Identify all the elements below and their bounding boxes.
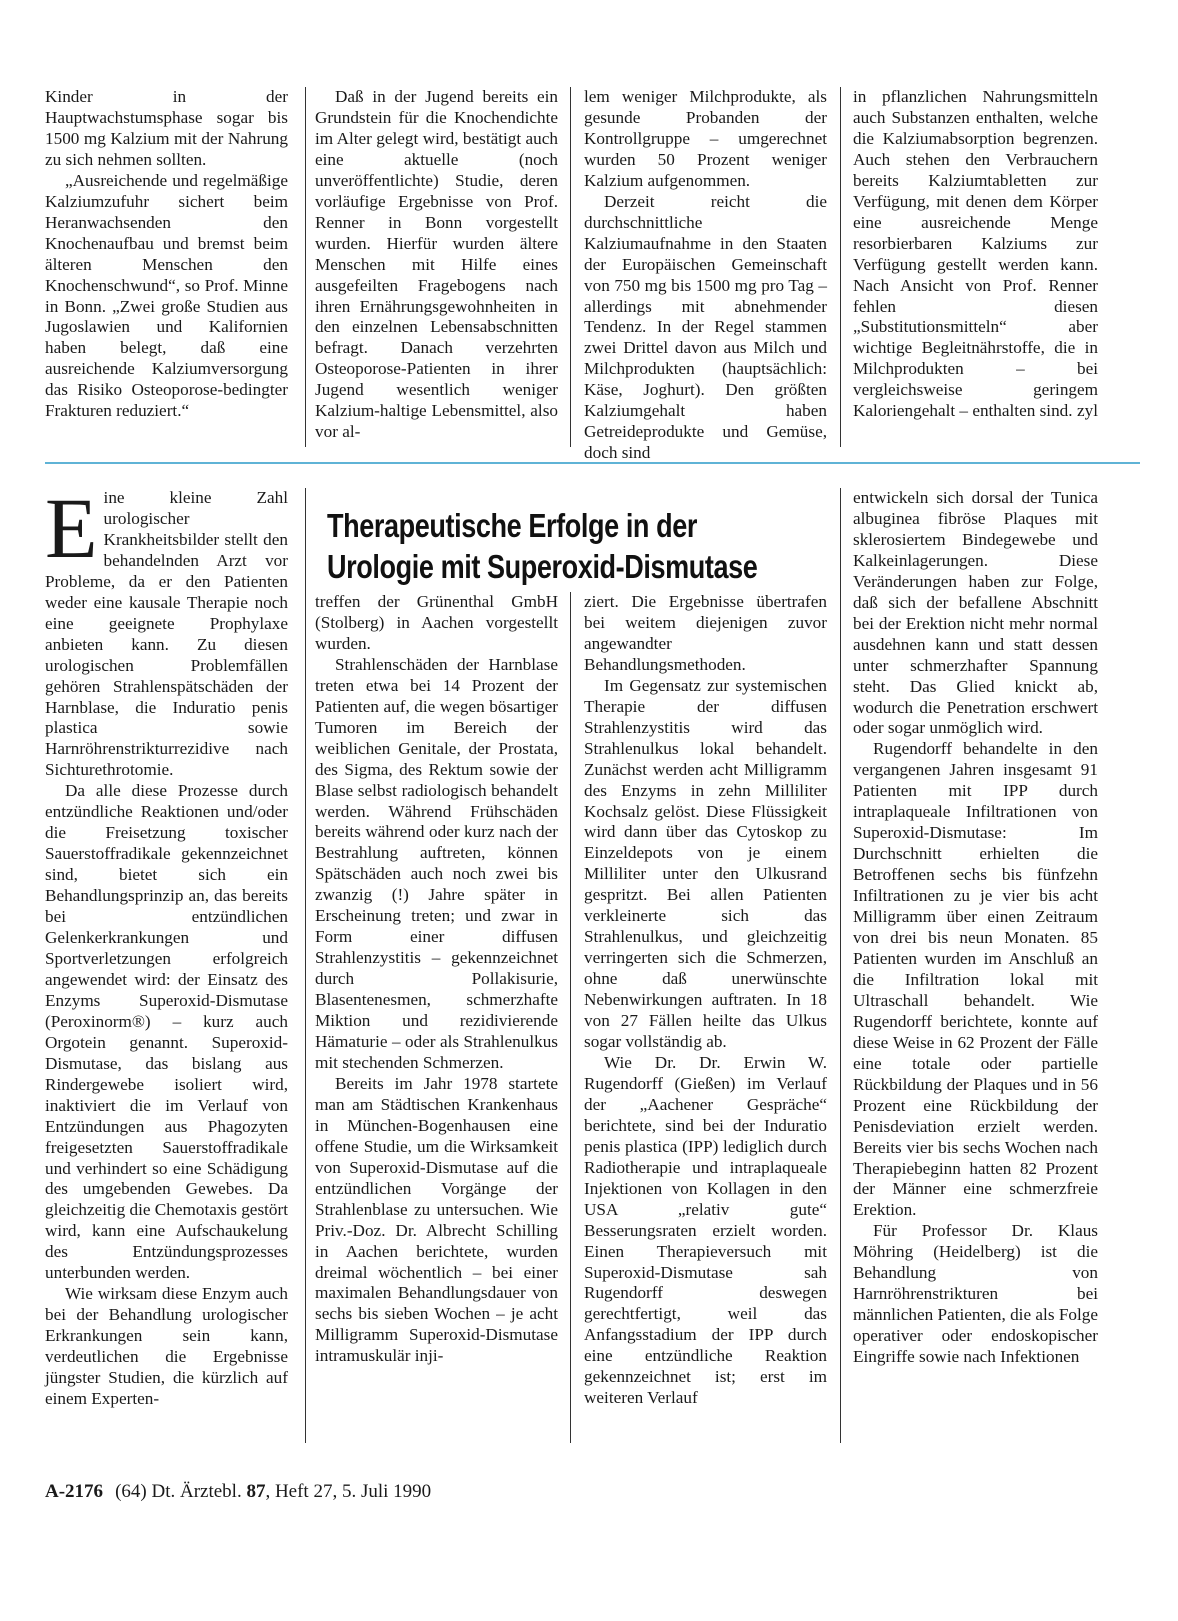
column-divider (840, 87, 841, 447)
article-col4-paragraph-3: Für Professor Dr. Klaus Möhring (Heidelberg) ist die Behandlung von Harnröhrenstrikturen bei männlichen Patienten, die als Folge operativer oder endoskopischer Eingriffe sowie nach Infektionen (853, 1221, 1098, 1367)
top-col4-text: in pflanzlichen Nahrungsmitteln auch Substanzen enthalten, welche die Kalziumabsorption begrenzen. Auch stehen den Verbrauchern bereits Kalziumtabletten zur Verfügung, mit denen dem Körper eine ausreichende Menge resorbierbaren Kalziums zur Verfügung gestellt werden kann. Nach Ansicht von Prof. Renner fehlen diesen „Substitutionsmitteln“ aber wichtige Begleitnährstoffe, die in Milchprodukten – bei vergleichsweise geringem Kaloriengehalt – enthalten sind. (853, 87, 1098, 421)
author-signature: zyl (1077, 401, 1098, 421)
article-col1-lead: ine kleine Zahl urologischer Krankheitsbilder stellt den behandelnden Arzt vor Probleme, da er den Patienten weder eine kausale Therapie noch eine geeignete Prophylaxe anbieten kann. Zu diesen urologischen Problemfällen gehören Strahlenspätschäden der Harnblase, die Induratio penis plastica sowie Harnröhrenstrikturrezidive nach Sichturethrotomie. (45, 488, 288, 780)
page-number: A-2176 (45, 1481, 104, 1502)
article-col1-paragraph-3: Wie wirksam diese Enzym auch bei der Behandlung urologischer Erkrankungen sein kann, verdeutlichen die Ergebnisse jüngster Studien, die kürzlich auf einem Experten- (45, 1284, 288, 1408)
journal-issue: , Heft 27, 5. Juli 1990 (265, 1481, 432, 1502)
top-col3-paragraph-1: lem weniger Milchprodukte, als gesunde Probanden der Kontrollgruppe – umgerechnet wurden 50 Prozent weniger Kalzium aufgenommen. (584, 87, 827, 190)
top-col3-paragraph-2: Derzeit reicht die durchschnittliche Kalziumaufnahme in den Staaten der Europäischen Gemeinschaft von 750 mg bis 1500 mg pro Tag – allerdings mit abnehmender Tendenz. In der Regel stammen zwei Drittel davon aus Milch und Milchprodukten (hauptsächlich: Käse, Joghurt). Den größten Kalziumgehalt haben Getreideprodukte und Gemüse, doch sind (584, 191, 827, 463)
article-col3-paragraph-3: Wie Dr. Dr. Erwin W. Rugendorff (Gießen) im Verlauf der „Aachener Gespräche“ berichtete, sind bei der Induratio penis plastica (IPP) lediglich durch Radiotherapie und intraplaqueale Injektionen von Kollagen in den USA „relativ gute“ Besserungsraten erzielt worden. Einen Therapieversuch mit Superoxid-Dismutase sah Rugendorff deswegen gerechtfertigt, weil das Anfangsstadium der IPP durch eine entzündliche Reaktion gekennzeichnet ist; erst im weiteren Verlauf (584, 1052, 827, 1408)
column-divider (840, 488, 841, 1443)
top-col1-paragraph-1: Kinder in der Hauptwachstumsphase sogar bis 1500 mg Kalzium mit der Nahrung zu sich nehmen sollten. (45, 87, 288, 169)
article-col3-paragraph-1: ziert. Die Ergebnisse übertrafen bei weitem diejenigen zuvor angewandter Behandlungsmethoden. (584, 592, 827, 674)
top-col1-paragraph-2: „Ausreichende und regelmäßige Kalziumzufuhr sichert beim Heranwachsenden den Knochenaufbau und bremst beim älteren Menschen den Knochenschwund“, so Prof. Minne in Bonn. „Zwei große Studien aus Jugoslawien und Kalifornien haben belegt, daß eine ausreichende Kalziumversorgung das Risiko Osteoporose-bedingter Frakturen reduziert.“ (45, 170, 288, 421)
article-col4-paragraph-1: entwickeln sich dorsal der Tunica albuginea fibröse Plaques mit sklerosiertem Bindegewebe und Kalkeinlagerungen. Diese Veränderungen haben zur Folge, daß sich der befallene Abschnitt bei der Erektion nicht mehr normal ausdehnen kann und statt dessen unter schmerzhafter Spannung steht. Das Glied knickt ab, wodurch die Penetration erschwert oder sogar unmöglich wird. (853, 488, 1098, 738)
column-divider (570, 592, 571, 1443)
journal-volume: 87 (246, 1481, 266, 1502)
article-column-3 (584, 592, 827, 1409)
article-col3-paragraph-2: Im Gegensatz zur systemischen Therapie der diffusen Strahlenzystitis wird das Strahlenulkus lokal behandelt. Zunächst werden acht Milligramm des Enzyms in zehn Milliliter Kochsalz gelöst. Diese Flüssigkeit wird dann über das Cytoskop zu Einzeldepots von je einem Milliliter unter den Ulkusrand gespritzt. Bei allen Patienten verkleinerte sich das Strahlenulkus, und gleichzeitig verringerten sich die Schmerzen, ohne daß unerwünschte Nebenwirkungen auftraten. In 18 von 27 Fällen heilte das Ulkus sogar vollständig ab. (584, 675, 827, 1052)
top-column-2 (315, 87, 558, 443)
article-column-1 (45, 480, 288, 1410)
top-col4-paragraph-1 (853, 87, 1098, 422)
article-col1-paragraph-1 (45, 480, 288, 781)
article-col1-paragraph-2: Da alle diese Prozesse durch entzündliche Reaktionen und/oder die Freisetzung toxischer Sauerstoffradikale gekennzeichnet sind, bietet sich ein Behandlungsprinzip an, das bereits bei entzündlichen Gelenkerkrankungen und Sportverletzungen erfolgreich angewendet wird: der Einsatz des Enzyms Superoxid-Dismutase (Peroxinorm®) – kurz auch Orgotein genannt. Superoxid-Dismutase, das bislang aus Rindergewebe isoliert wird, inaktiviert die im Verlauf von Entzündungen aus Phagozyten freigesetzten Sauerstoffradikale und verhindert so eine Schädigung des umgebenden Gewebes. Da gleichzeitig die Chemotaxis gestört wird, kann eine Aufschaukelung des Entzündungsprozesses unterbunden werden. (45, 781, 288, 1283)
drop-cap: E (45, 480, 98, 576)
article-headline (327, 505, 758, 587)
article-col2-paragraph-3: Bereits im Jahr 1978 startete man am Städtischen Krankenhaus in München-Bogenhausen eine offene Studie, um die Wirksamkeit von Superoxid-Dismutase auf die entzündlichen Vorgänge der Strahlenblase zu untersuchen. Wie Priv.-Doz. Dr. Albrecht Schilling in Aachen berichtete, wurden dreimal wöchentlich – bei einer maximalen Behandlungsdauer von sechs bis sieben Wochen – je acht Milligramm Superoxid-Dismutase intramuskulär inji- (315, 1073, 558, 1366)
article-col2-paragraph-1: treffen der Grünenthal GmbH (Stolberg) in Aachen vorgestellt wurden. (315, 592, 558, 653)
top-col2-paragraph-1: Daß in der Jugend bereits ein Grundstein für die Knochendichte im Alter gelegt wird, bestätigt auch eine aktuelle (noch unveröffentlichte) Studie, deren vorläufige Ergebnisse von Prof. Renner in Bonn vorgestellt wurden. Hierfür wurden ältere Menschen mit Hilfe eines ausgefeilten Fragebogens nach ihren Ernährungsgewohnheiten in den einzelnen Lebensabschnitten befragt. Danach verzehrten Osteoporose-Patienten in ihrer Jugend wesentlich weniger Kalzium-haltige Lebensmittel, also vor al- (315, 87, 558, 442)
article-col2-paragraph-2: Strahlenschäden der Harnblase treten etwa bei 14 Prozent der Patienten auf, die wegen bösartiger Tumoren im Bereich der weiblichen Genitale, der Prostata, des Sigma, des Rektum sowie der Blase selbst radiologisch behandelt werden. Während Frühschäden bereits während oder kurz nach der Bestrahlung auftreten, können Spätschäden auch noch zwei bis zwanzig (!) Jahre später in Erscheinung treten; und zwar in Form einer diffusen Strahlenzystitis – gekennzeichnet durch Pollakisurie, Blasentenesmen, schmerzhafte Miktion und rezidivierende Hämaturie – oder als Strahlenulkus mit stechenden Schmerzen. (315, 654, 558, 1072)
article-col4-paragraph-2: Rugendorff behandelte in den vergangenen Jahren insgesamt 91 Patienten mit IPP durch intraplaqueale Infiltrationen von Superoxid-Dismutase: Im Durchschnitt erhielten die Betroffenen sechs bis fünfzehn Infiltrationen zu je vier bis acht Milligramm über einen Zeitraum von drei bis neun Monaten. 85 Patienten wurden im Anschluß an die Infiltration lokal mit Ultraschall behandelt. Wie Rugendorff berichtete, konnte auf diese Weise in 62 Prozent der Fälle eine totale oder partielle Rückbildung der Plaques und in 56 Prozent eine Rückbildung der Penisdeviation erzielt werden. Bereits vier bis sechs Wochen nach Therapiebeginn hatten 82 Prozent der Männer eine schmerzfreie Erektion. (853, 739, 1098, 1220)
column-divider (570, 87, 571, 447)
journal-citation: (64) Dt. Ärztebl. (115, 1481, 242, 1502)
headline-line-1: Therapeutische Erfolge in der (327, 507, 698, 544)
column-divider (305, 87, 306, 447)
article-column-2 (315, 592, 558, 1367)
top-column-1 (45, 87, 288, 422)
column-divider (305, 488, 306, 1443)
top-column-3 (584, 87, 827, 464)
top-column-4 (853, 87, 1098, 422)
section-divider (45, 462, 1140, 464)
article-column-4 (853, 488, 1098, 1368)
headline-line-2: Urologie mit Superoxid-Dismutase (327, 548, 758, 585)
page-footer (45, 1481, 431, 1503)
